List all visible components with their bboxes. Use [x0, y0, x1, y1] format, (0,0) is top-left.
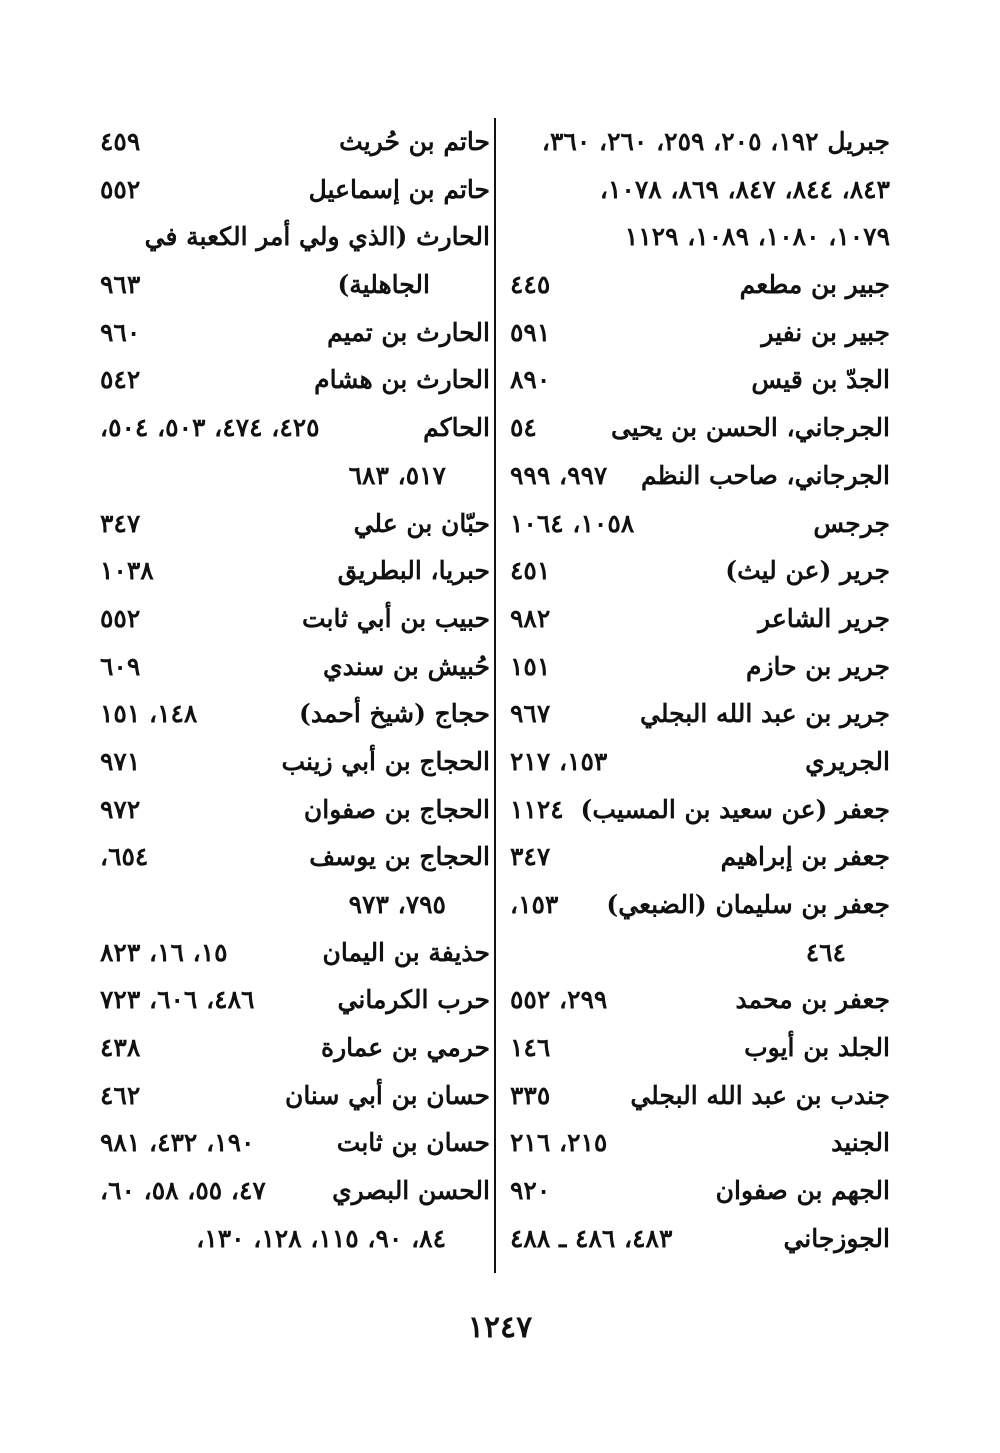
- entry-name: حبّان بن علي: [353, 508, 490, 538]
- index-entry: [510, 1167, 890, 1215]
- index-entry: [510, 1215, 890, 1263]
- entry-name: الجريري: [805, 746, 890, 776]
- entry-name: جرير الشاعر: [758, 603, 890, 633]
- entry-page-numbers: ٤٢٥، ٤٧٤، ٥٠٣، ٥٠٤،: [100, 413, 320, 443]
- entry-name: حاتم بن حُريث: [339, 127, 490, 156]
- index-entry: [100, 786, 490, 834]
- entry-text: ٨٤٣، ٨٤٤، ٨٤٧، ٨٦٩، ١٠٧٨،: [599, 174, 890, 204]
- entry-page-numbers: ١٠٥٨، ١٠٦٤: [510, 508, 635, 538]
- entry-name: حذيفة بن اليمان: [322, 937, 490, 967]
- entry-name: الجلد بن أيوب: [744, 1033, 890, 1063]
- entry-page-numbers: ٢٩٩، ٥٥٢: [510, 985, 608, 1015]
- entry-page-numbers: ١٤٨، ١٥١: [100, 699, 198, 729]
- entry-name: جعفر بن إبراهيم: [720, 842, 890, 872]
- entry-name: حاتم بن إسماعيل: [308, 174, 490, 204]
- entry-page-numbers: ٨٩٠: [510, 365, 551, 395]
- index-entry: [510, 309, 890, 357]
- entry-page-numbers: ١٥٣، ٢١٧: [510, 746, 608, 776]
- entry-page-numbers: ٣٤٧: [510, 842, 551, 872]
- index-entry: [510, 404, 890, 452]
- index-entry: [100, 452, 490, 500]
- entry-page-numbers: ٥٥٢: [100, 603, 141, 633]
- entry-name: حبريا، البطريق: [337, 556, 490, 586]
- index-entry: [510, 452, 890, 500]
- entry-name: حرب الكرماني: [337, 985, 490, 1015]
- entry-page-numbers: ٤٨٦، ٦٠٦، ٧٢٣: [100, 985, 255, 1015]
- entry-page-numbers: ٩٦٠: [100, 317, 141, 347]
- index-entry: [100, 500, 490, 548]
- index-entry: [510, 261, 890, 309]
- entry-name: جبير بن مطعم: [739, 270, 890, 300]
- entry-page-numbers: ٣٤٧: [100, 508, 141, 538]
- index-entry: [100, 690, 490, 738]
- entry-name: جرير بن حازم: [745, 651, 890, 681]
- entry-name: جرجس: [813, 508, 890, 538]
- entry-continuation: ٥١٧، ٦٨٣: [348, 460, 446, 490]
- entry-page-numbers: ٥٤٢: [100, 365, 141, 395]
- index-entry: [510, 786, 890, 834]
- entry-name: حبيب بن أبي ثابت: [301, 603, 490, 633]
- index-entry: [100, 166, 490, 214]
- entry-name: الحارث بن تميم: [327, 317, 490, 347]
- index-entry: [510, 1119, 890, 1167]
- entry-name: جندب بن عبد الله البجلي: [630, 1080, 890, 1110]
- entry-page-numbers: ٤٤٥: [510, 270, 551, 300]
- index-entry: [100, 404, 490, 452]
- index-column-right: [510, 118, 890, 1273]
- index-entry: [510, 643, 890, 691]
- entry-page-numbers: ٤٥١: [510, 556, 551, 586]
- entry-page-numbers: ٣٣٥: [510, 1080, 551, 1110]
- index-entry: [510, 738, 890, 786]
- entry-page-numbers: ٩٨٢: [510, 603, 551, 633]
- entry-page-numbers: ٤٥٩: [100, 127, 141, 156]
- entry-page-numbers: ٩٦٣: [100, 270, 141, 300]
- index-entry: [100, 1167, 490, 1215]
- entry-page-numbers: ٤٧، ٥٥، ٥٨، ٦٠،: [100, 1176, 266, 1206]
- entry-page-numbers: ٢١٥، ٢١٦: [510, 1128, 608, 1158]
- index-entry: [510, 213, 890, 261]
- entry-name: جرير (عن ليث): [725, 556, 890, 586]
- entry-page-numbers: ١٥، ١٦، ٨٢٣: [100, 937, 228, 967]
- index-entry: [100, 976, 490, 1024]
- index-entry: [510, 595, 890, 643]
- entry-continuation: ٧٩٥، ٩٧٣: [348, 890, 446, 919]
- entry-name: الجدّ بن قيس: [751, 365, 890, 395]
- index-entry: [100, 643, 490, 691]
- entry-page-numbers: ٥٤: [510, 413, 537, 443]
- index-entry: [510, 881, 890, 929]
- index-entry: [100, 929, 490, 977]
- entry-name: جعفر بن سليمان (الضبعي): [606, 890, 890, 919]
- entry-name: حجاج (شيخ أحمد): [298, 699, 490, 729]
- index-entry: [100, 356, 490, 404]
- index-entry: [510, 500, 890, 548]
- entry-page-numbers: ١٤٦: [510, 1033, 551, 1063]
- entry-page-numbers: ١٩٠، ٤٣٢، ٩٨١: [100, 1128, 255, 1158]
- index-entry: [510, 976, 890, 1024]
- index-entry: [100, 1215, 490, 1263]
- entry-name: الحسن البصري: [332, 1176, 490, 1206]
- entry-page-numbers: ٥٥٢: [100, 174, 141, 204]
- entry-page-numbers: ٦٠٩: [100, 651, 141, 681]
- entry-page-numbers: ٤٣٨: [100, 1033, 141, 1063]
- entry-continuation: ٤٦٤: [805, 937, 846, 967]
- entry-name: جبير بن نفير: [761, 317, 890, 347]
- index-entry: [510, 1024, 890, 1072]
- entry-page-numbers: ١٠٣٨: [100, 556, 154, 586]
- index-entry: [510, 929, 890, 977]
- index-entry: [100, 881, 490, 929]
- entry-name: الجوزجاني: [783, 1223, 890, 1253]
- entry-name: الحارث بن هشام: [314, 365, 490, 395]
- entry-name: حسان بن ثابت: [336, 1128, 490, 1158]
- index-entry: [100, 738, 490, 786]
- entry-text: جبريل ١٩٢، ٢٠٥، ٢٥٩، ٢٦٠، ٣٦٠،: [541, 127, 890, 156]
- index-entry: [510, 356, 890, 404]
- entry-name: حرمي بن عمارة: [320, 1033, 490, 1063]
- entry-name: الجهم بن صفوان: [715, 1176, 890, 1206]
- index-entry: [100, 1024, 490, 1072]
- entry-text: الحارث (الذي ولي أمر الكعبة في: [144, 222, 490, 252]
- entry-page-numbers: ٩٩٧، ٩٩٩: [510, 460, 608, 490]
- index-entry: [100, 261, 490, 309]
- entry-page-numbers: ٩٦٧: [510, 699, 551, 729]
- page-number: ١٢٤٧: [467, 1310, 533, 1345]
- entry-page-numbers: ٩٢٠: [510, 1176, 551, 1206]
- entry-page-numbers: ١٥٣،: [510, 890, 559, 919]
- entry-name: حسان بن أبي سنان: [284, 1080, 490, 1110]
- index-entry: [510, 166, 890, 214]
- entry-page-numbers: ٤٦٢: [100, 1080, 141, 1110]
- index-entry: [100, 1119, 490, 1167]
- entry-page-numbers: ٩٧٢: [100, 794, 141, 824]
- index-entry: [510, 1072, 890, 1120]
- index-entry: [510, 833, 890, 881]
- index-entry: [100, 118, 490, 166]
- index-entry: [510, 547, 890, 595]
- index-column-left: [100, 118, 490, 1273]
- column-divider: [494, 118, 496, 1273]
- entry-continuation: ٨٤، ٩٠، ١١٥، ١٢٨، ١٣٠،: [196, 1223, 446, 1253]
- entry-page-numbers: ٩٧١: [100, 746, 141, 776]
- entry-page-numbers: ٦٥٤،: [100, 842, 149, 872]
- index-entry: [100, 213, 490, 261]
- index-entry: [100, 309, 490, 357]
- entry-name: حُبيش بن سندي: [323, 651, 490, 681]
- entry-page-numbers: ٤٨٣، ٤٨٦ ـ ٤٨٨: [510, 1223, 673, 1253]
- index-entry: [100, 547, 490, 595]
- entry-name: الجرجاني، صاحب النظم: [641, 460, 890, 490]
- entry-text: ١٠٧٩، ١٠٨٠، ١٠٨٩، ١١٢٩: [624, 222, 890, 252]
- index-entry: [100, 595, 490, 643]
- entry-page-numbers: ١١٢٤: [510, 794, 564, 824]
- entry-name: الحاكم: [423, 413, 490, 443]
- entry-name: الجنيد: [831, 1128, 890, 1158]
- entry-name: جعفر (عن سعيد بن المسيب): [580, 794, 890, 824]
- entry-name: الحجاج بن صفوان: [303, 794, 490, 824]
- index-entry: [100, 1072, 490, 1120]
- entry-name: الحجاج بن يوسف: [309, 842, 490, 872]
- entry-name: الجرجاني، الحسن بن يحيى: [610, 413, 890, 443]
- index-entry: [510, 118, 890, 166]
- entry-page-numbers: ١٥١: [510, 651, 551, 681]
- entry-name: جرير بن عبد الله البجلي: [640, 699, 890, 729]
- index-entry: [100, 833, 490, 881]
- entry-page-numbers: ٥٩١: [510, 317, 551, 347]
- entry-name: الجاهلية): [337, 270, 430, 300]
- entry-name: الحجاج بن أبي زينب: [281, 746, 490, 776]
- entry-name: جعفر بن محمد: [735, 985, 890, 1015]
- index-entry: [510, 690, 890, 738]
